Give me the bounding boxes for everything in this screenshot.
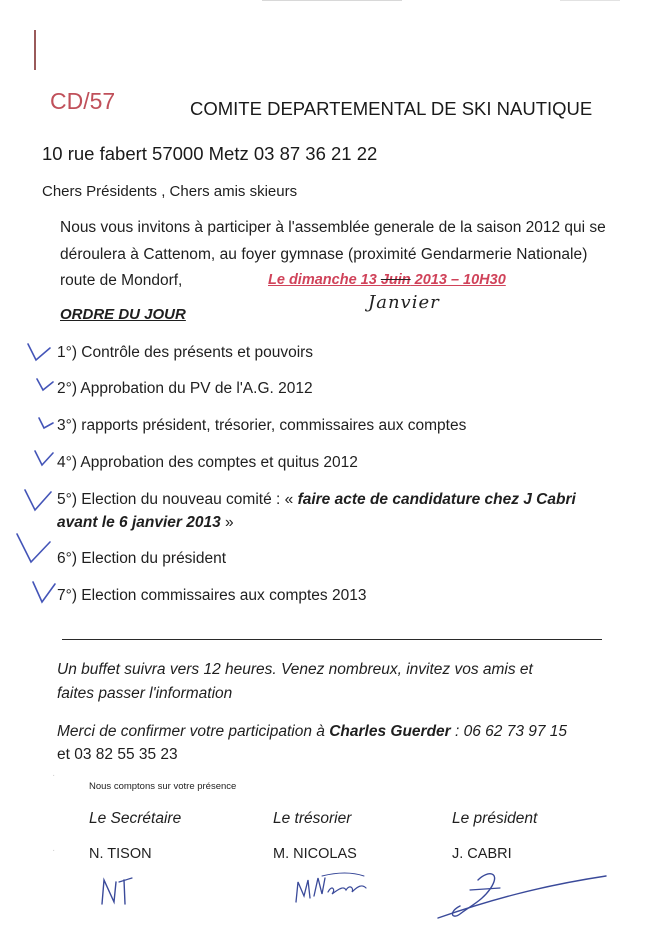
buffet-line-1: Un buffet suivra vers 12 heures. Venez nombreux, invitez vos amis et: [57, 661, 533, 678]
agenda-item-5-cont: [57, 514, 234, 532]
confirm-line-1: [57, 723, 567, 741]
name-treasurer: M. NICOLAS: [273, 846, 357, 862]
handwritten-correction: Janvier: [368, 292, 440, 313]
presence-note: Nous comptons sur votre présence: [89, 781, 237, 792]
role-treasurer: Le trésorier: [273, 810, 352, 827]
intro-line-1: Nous vous invitons à participer à l'assemblée generale de la saison 2012 qui se: [60, 219, 606, 236]
committee-title: COMITE DEPARTEMENTAL DE SKI NAUTIQUE: [190, 98, 593, 119]
name-president: J. CABRI: [452, 846, 512, 862]
confirm-prefix: Merci de confirmer votre participation à: [57, 723, 330, 740]
checkmark-icon: [36, 414, 56, 434]
agenda-item: 2°) Approbation du PV de l'A.G. 2012: [57, 380, 313, 397]
item5-suffix: »: [220, 514, 234, 531]
checkmark-icon: [14, 530, 54, 570]
scan-artifact: ·: [52, 770, 56, 781]
margin-bar: [34, 30, 36, 70]
agenda-item-5: [57, 491, 576, 509]
item5-deadline: avant le 6 janvier 2013: [57, 514, 221, 531]
signature-secretary: [98, 874, 142, 910]
agenda-item: 3°) rapports président, trésorier, commissaires aux comptes: [57, 417, 467, 434]
signature-president: [430, 866, 610, 922]
intro-line-3: route de Mondorf,: [60, 272, 183, 289]
agenda-heading: ORDRE DU JOUR: [60, 306, 186, 323]
name-secretary: N. TISON: [89, 846, 152, 862]
date-prefix: Le dimanche 13: [268, 272, 381, 288]
item5-prefix: 5°) Election du nouveau comité : «: [57, 491, 298, 508]
agenda-item: 1°) Contrôle des présents et pouvoirs: [57, 344, 314, 361]
committee-code: CD/57: [50, 88, 116, 114]
role-secretary: Le Secrétaire: [89, 810, 182, 827]
meeting-date: [268, 272, 506, 288]
contact-phone: : 06 62 73 97 15: [450, 723, 568, 740]
buffet-line-2: faites passer l'information: [57, 685, 233, 702]
signature-treasurer: [292, 868, 372, 908]
role-president: Le président: [452, 810, 538, 827]
item5-candidature: faire acte de candidature chez J Cabri: [297, 491, 576, 508]
committee-address: 10 rue fabert 57000 Metz 03 87 36 21 22: [42, 143, 378, 164]
intro-line-2: déroulera à Cattenom, au foyer gymnase (proximité Gendarmerie Nationale): [60, 246, 588, 263]
divider: [62, 639, 602, 640]
scan-edge-line: [560, 0, 620, 1]
checkmark-icon: [22, 486, 54, 516]
scan-artifact: ·: [52, 845, 56, 856]
agenda-item: 4°) Approbation des comptes et quitus 2012: [57, 454, 358, 471]
checkmark-icon: [32, 448, 56, 470]
contact-name: Charles Guerder: [329, 723, 451, 740]
checkmark-icon: [34, 376, 56, 396]
confirm-line-2: et 03 82 55 35 23: [57, 746, 178, 763]
agenda-item: 7°) Election commissaires aux comptes 2013: [57, 587, 367, 604]
scan-edge-line: [262, 0, 402, 1]
checkmark-icon: [24, 340, 54, 366]
date-struck-month: Juin: [380, 272, 411, 288]
salutation: Chers Présidents , Chers amis skieurs: [42, 183, 298, 200]
agenda-item: 6°) Election du président: [57, 550, 227, 567]
checkmark-icon: [30, 578, 58, 608]
date-suffix: 2013 – 10H30: [410, 272, 506, 288]
